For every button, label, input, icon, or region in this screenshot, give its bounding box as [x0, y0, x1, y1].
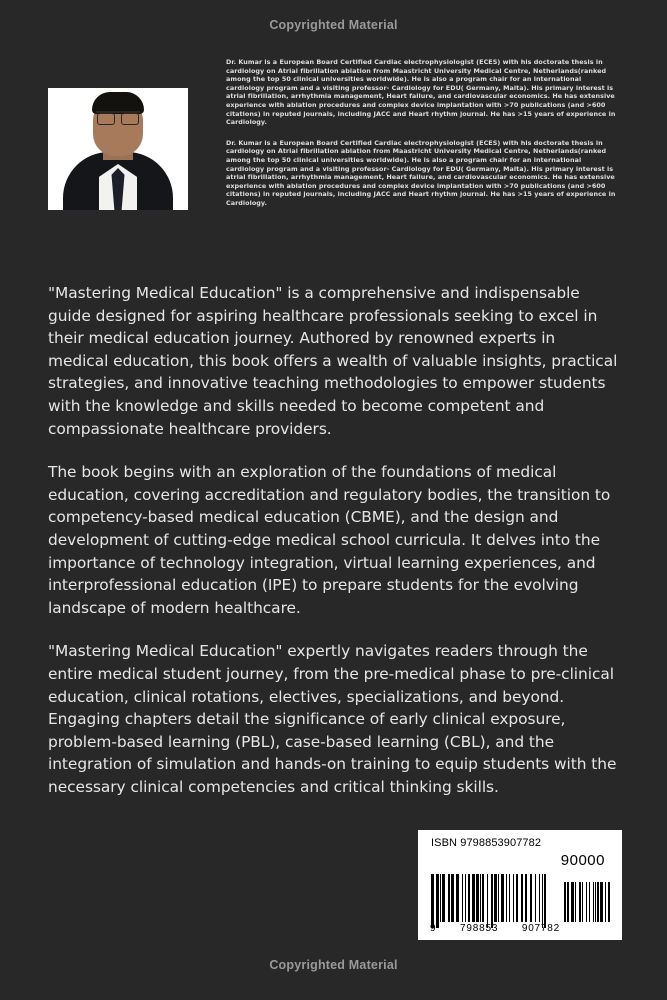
author-bio-paragraph: Dr. Kumar is a European Board Certified Cardiac electrophysiologist (ECES) with his doctorate thesis in cardiology on Atrial fibrillation ablation from Maastricht University Medical Centre, Netherlands(ranked among the top 50 clinical universities worldwide). He is also a program chair for an international cardiology program and a visiting professor- Cardiology for EDU( Germany, Malta). His primary interest is atrial fibrillation, arrhythmia management, Heart failure, and cardiovascular economics. He has extensive experience with ablation procedures and complex device implantation with >70 publications (and >600 citations) in reputed journals, including JACC and Heart rhythm journal. He has >15 years of experience in Cardiology. — [226, 58, 616, 127]
ean-left-group: 798853 — [460, 923, 499, 934]
author-bio-paragraph: Dr. Kumar is a European Board Certified Cardiac electrophysiologist (ECES) with his doctorate thesis in cardiology on Atrial fibrillation ablation from Maastricht University Medical Centre, Netherlands(ranked among the top 50 clinical universities worldwide). He is also a program chair for an international cardiology program and a visiting professor- Cardiology for EDU( Germany, Malta). His primary interest is atrial fibrillation, arrhythmia management, Heart failure, and cardiovascular economics. He has extensive experience with ablation procedures and complex device implantation with >70 publications (and >600 citations) in reputed journals, including JACC and Heart rhythm journal. He has >15 years of experience in Cardiology. — [226, 138, 616, 207]
book-description — [48, 282, 620, 819]
ean-digit-row — [430, 923, 560, 934]
copyright-notice-top: Copyrighted Material — [269, 18, 398, 32]
ean-right-group: 907782 — [521, 923, 560, 934]
copyright-notice-bottom: Copyrighted Material — [269, 958, 398, 972]
author-bio-group — [188, 58, 620, 220]
author-photo — [48, 88, 188, 210]
ean5-addon-barcode — [564, 882, 613, 922]
barcode-bars-row — [418, 874, 622, 930]
ean13-barcode — [431, 874, 548, 922]
isbn-label: ISBN 9798853907782 — [431, 837, 542, 849]
price-code-label: 90000 — [560, 852, 605, 869]
blurb-paragraph: "Mastering Medical Education" expertly navigates readers through the entire medical student journey, from the pre-medical phase to pre-clinical education, clinical rotations, electives, specializations, and beyond. Engaging chapters detail the significance of early clinical exposure, problem-based learning (PBL), case-based learning (CBL), and the integration of simulation and hands-on training to equip students with the necessary clinical competencies and critical thinking skills. — [48, 642, 617, 796]
isbn-barcode-panel — [418, 830, 622, 940]
author-section — [48, 58, 620, 220]
blurb-paragraph: The book begins with an exploration of the foundations of medical education, covering accreditation and regulatory bodies, the transition to competency-based medical education (CBME), and the design and development of cutting-edge medical school curricula. It delves into the importance of technology integration, virtual learning experiences, and interprofessional education (IPE) to prepare students for the evolving landscape of modern healthcare. — [48, 463, 611, 617]
ean-prefix-digit: 9 — [430, 923, 437, 934]
blurb-paragraph: "Mastering Medical Education" is a comprehensive and indispensable guide designed for aspiring healthcare professionals seeking to excel in their medical education journey. Authored by renowned experts in medical education, this book offers a wealth of valuable insights, practical strategies, and innovative teaching methodologies to empower students with the knowledge and skills needed to become competent and compassionate healthcare providers. — [48, 284, 618, 438]
portrait-glasses — [96, 111, 140, 124]
